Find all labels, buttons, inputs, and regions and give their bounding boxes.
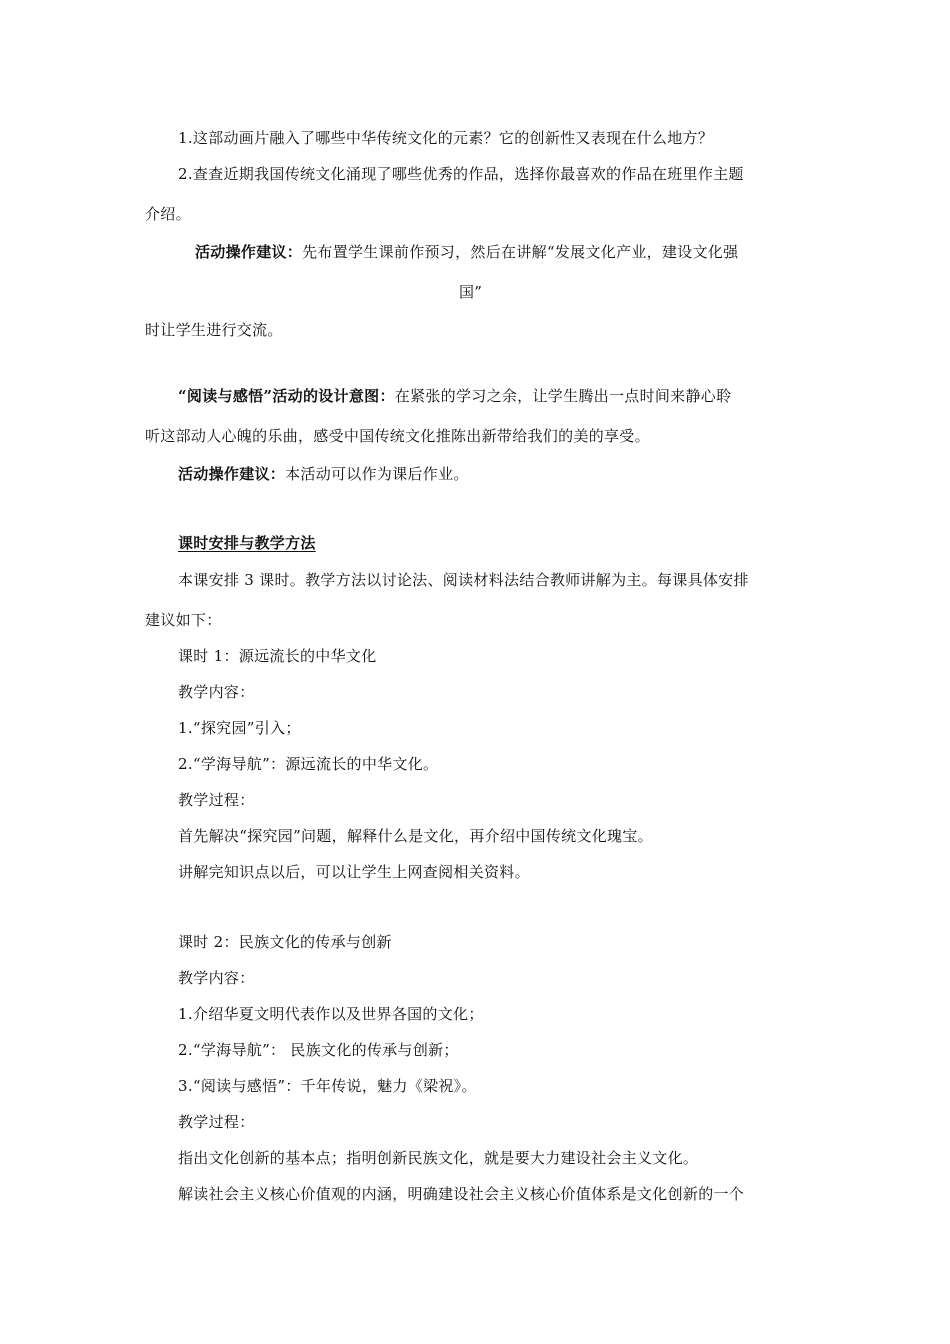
reading-design-intent	[178, 386, 731, 406]
activity-suggestion-1	[195, 242, 738, 262]
lesson-1-title: 课时 1：源远流长的中华文化	[178, 647, 377, 665]
lesson-2-content-3: 3.“阅读与感悟”：千年传说，魅力《梁祝》。	[178, 1077, 477, 1095]
activity-suggestion-2-text: 本活动可以作为课后作业。	[285, 465, 469, 483]
question-2-line-2: 介绍。	[145, 205, 191, 223]
activity-suggestion-2	[178, 464, 469, 484]
reading-design-intent-text: 在紧张的学习之余，让学生腾出一点时间来静心聆	[394, 387, 732, 405]
lesson-1-process-1: 首先解决“探究园”问题，解释什么是文化，再介绍中国传统文化瑰宝。	[178, 827, 653, 845]
intro-line-1: 本课安排 3 课时。教学方法以讨论法、阅读材料法结合教师讲解为主。每课具体安排	[178, 571, 749, 589]
question-1: 1.这部动画片融入了哪些中华传统文化的元素？它的创新性又表现在什么地方？	[178, 129, 714, 147]
reading-design-intent-line-2: 听这部动人心魄的乐曲，感受中国传统文化推陈出新带给我们的美的享受。	[145, 427, 650, 445]
lesson-2-content-label: 教学内容：	[178, 969, 255, 987]
activity-suggestion-text: 先布置学生课前作预习，然后在讲解“发展文化产业，建设文化强	[302, 243, 739, 261]
lesson-2-content-1: 1.介绍华夏文明代表作以及世界各国的文化；	[178, 1005, 484, 1023]
activity-suggestion-label: 活动操作建议：	[195, 243, 303, 261]
section-heading: 课时安排与教学方法	[178, 534, 316, 552]
lesson-2-process-1: 指出文化创新的基本点；指明创新民族文化，就是要大力建设社会主义文化。	[178, 1149, 699, 1167]
reading-design-intent-label: “阅读与感悟”活动的设计意图：	[178, 387, 395, 405]
lesson-1-process-label: 教学过程：	[178, 791, 255, 809]
lesson-1-content-1: 1.“探究园”引入；	[178, 719, 301, 737]
lesson-1-content-2: 2.“学海导航”：源远流长的中华文化。	[178, 755, 439, 773]
lesson-2-process-2: 解读社会主义核心价值观的内涵，明确建设社会主义核心价值体系是文化创新的一个	[178, 1185, 745, 1203]
lesson-2-content-2: 2.“学海导航”： 民族文化的传承与创新；	[178, 1041, 459, 1059]
lesson-1-process-2: 讲解完知识点以后，可以让学生上网查阅相关资料。	[178, 863, 530, 881]
activity-suggestion-2-label: 活动操作建议：	[178, 465, 286, 483]
intro-line-2: 建议如下：	[145, 611, 222, 629]
lesson-2-title: 课时 2：民族文化的传承与创新	[178, 933, 392, 951]
activity-suggestion-1-wrap: 国”	[459, 283, 483, 301]
activity-suggestion-1-end: 时让学生进行交流。	[145, 321, 283, 339]
question-2-line-1: 2.查查近期我国传统文化涌现了哪些优秀的作品，选择你最喜欢的作品在班里作主题	[178, 165, 744, 183]
lesson-2-process-label: 教学过程：	[178, 1113, 255, 1131]
lesson-1-content-label: 教学内容：	[178, 683, 255, 701]
